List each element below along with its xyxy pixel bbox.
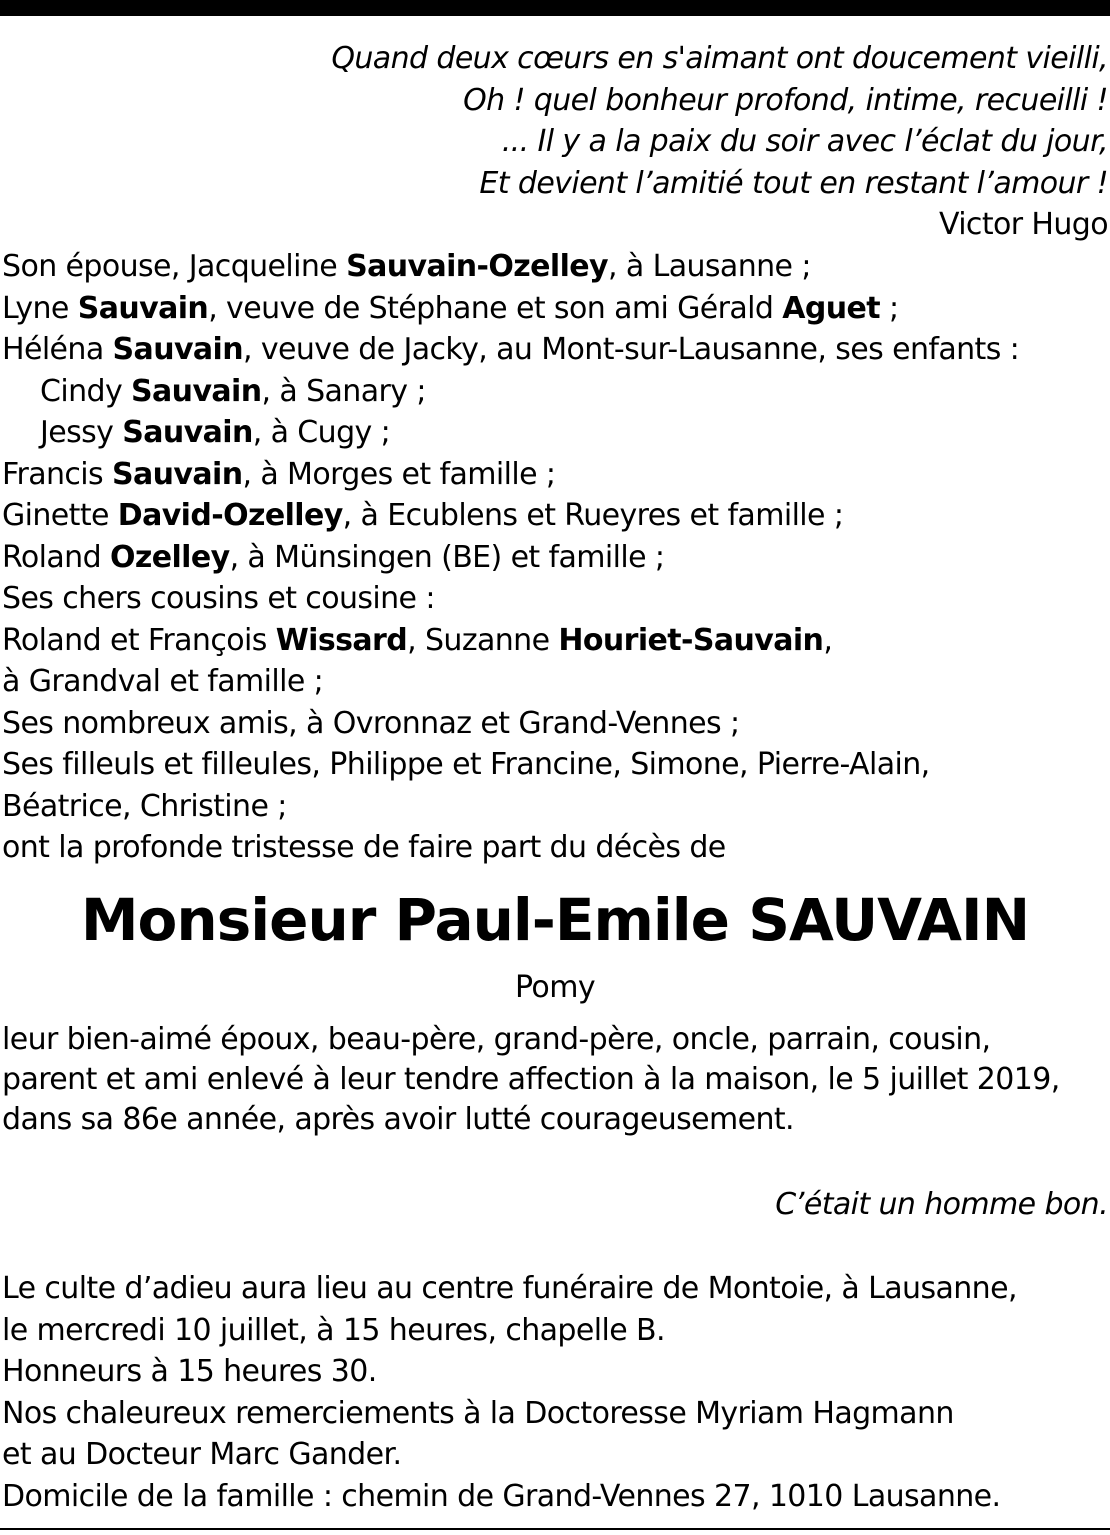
ceremony-line: le mercredi 10 juillet, à 15 heures, chapelle B. <box>2 1312 665 1348</box>
family-text: ; <box>880 290 899 326</box>
family-line: Ses chers cousins et cousine : <box>2 581 435 616</box>
ceremony-line: Le culte d’adieu aura lieu au centre funéraire de Montoie, à Lausanne, <box>2 1271 1017 1306</box>
poem-line: ... Il y a la paix du soir avec l’éclat du jour, <box>501 124 1108 159</box>
top-rule <box>0 0 1110 16</box>
eulogy-line: parent et ami enlevé à leur tendre affection à la maison, le 5 juillet 2019, <box>2 1062 1060 1097</box>
family-text: Héléna <box>2 332 113 367</box>
family-surname: Sauvain <box>122 415 253 450</box>
ceremony-details <box>2 1268 1017 1517</box>
poem-line: Oh ! quel bonheur profond, intime, recueilli ! <box>463 82 1108 118</box>
family-text: , à Münsingen (BE) et famille ; <box>229 539 665 575</box>
family-line: Béatrice, Christine ; <box>2 788 287 824</box>
poem-line: Et devient l’amitié tout en restant l’amour ! <box>479 165 1108 201</box>
family-text: , <box>823 622 833 658</box>
eulogy-line: leur bien-aimé époux, beau-père, grand-père, oncle, parrain, cousin, <box>2 1022 991 1057</box>
family-text: , à Ecublens et Rueyres et famille ; <box>342 498 844 533</box>
poem-epigraph <box>331 38 1108 204</box>
deceased-place: Pomy <box>515 970 595 1005</box>
family-text: Jessy <box>40 415 123 450</box>
deceased-name: Monsieur Paul-Emile SAUVAIN <box>80 886 1030 954</box>
family-surname: David-Ozelley <box>117 498 343 533</box>
ceremony-line: Honneurs à 15 heures 30. <box>2 1354 377 1389</box>
family-surname: Aguet <box>782 290 881 326</box>
family-line <box>2 246 1019 288</box>
family-line <box>2 329 1019 371</box>
family-text: Cindy <box>40 373 132 409</box>
family-line <box>2 371 1019 413</box>
family-line <box>2 495 1019 537</box>
family-text: Francis <box>2 456 112 492</box>
poem-line: Quand deux cœurs en s'aimant ont doucement vieilli, <box>331 41 1108 76</box>
family-surname: Sauvain-Ozelley <box>346 249 608 284</box>
family-surname: Sauvain <box>77 290 209 326</box>
family-text: Roland et François <box>2 622 276 658</box>
family-text: Son épouse, Jacqueline <box>2 249 347 284</box>
family-line <box>2 537 1019 579</box>
family-text: , veuve de Stéphane et son ami Gérald <box>208 290 783 326</box>
bottom-rule <box>0 1528 1110 1530</box>
family-line <box>2 454 1019 496</box>
family-surname: Ozelley <box>109 539 230 575</box>
ceremony-line: Nos chaleureux remerciements à la Doctoresse Myriam Hagmann <box>2 1395 954 1431</box>
eulogy-line: dans sa 86e année, après avoir lutté courageusement. <box>2 1102 794 1137</box>
eulogy-text <box>2 1020 1060 1140</box>
family-line <box>2 412 1019 454</box>
family-line: ont la profonde tristesse de faire part du décès de <box>2 830 726 865</box>
ceremony-line: et au Docteur Marc Gander. <box>2 1437 402 1472</box>
family-text: Roland <box>2 539 110 575</box>
family-text: , à Lausanne ; <box>607 249 811 284</box>
family-line <box>2 620 1019 662</box>
family-line: Ses nombreux amis, à Ovronnaz et Grand-Vennes ; <box>2 705 740 741</box>
closing-quote: C’était un homme bon. <box>775 1187 1108 1222</box>
ceremony-line: Domicile de la famille : chemin de Grand-Vennes 27, 1010 Lausanne. <box>2 1478 1001 1514</box>
family-text: , Suzanne <box>407 622 559 658</box>
family-line: Ses filleuls et filleules, Philippe et Francine, Simone, Pierre-Alain, <box>2 747 930 782</box>
family-text: , veuve de Jacky, au Mont-sur-Lausanne, ses enfants : <box>243 332 1020 367</box>
family-text: , à Morges et famille ; <box>242 456 556 492</box>
family-text: Lyne <box>2 290 78 326</box>
family-surname: Wissard <box>275 622 408 658</box>
family-surname: Sauvain <box>131 373 262 409</box>
family-text: , à Sanary ; <box>261 373 426 409</box>
family-surname: Sauvain <box>112 332 243 367</box>
family-list <box>2 246 1019 869</box>
family-surname: Houriet-Sauvain <box>558 622 824 658</box>
family-line: à Grandval et famille ; <box>2 664 324 699</box>
family-surname: Sauvain <box>112 456 243 492</box>
family-line <box>2 288 1019 330</box>
family-text: Ginette <box>2 498 118 533</box>
family-text: , à Cugy ; <box>252 415 391 450</box>
poem-author: Victor Hugo <box>938 207 1108 242</box>
